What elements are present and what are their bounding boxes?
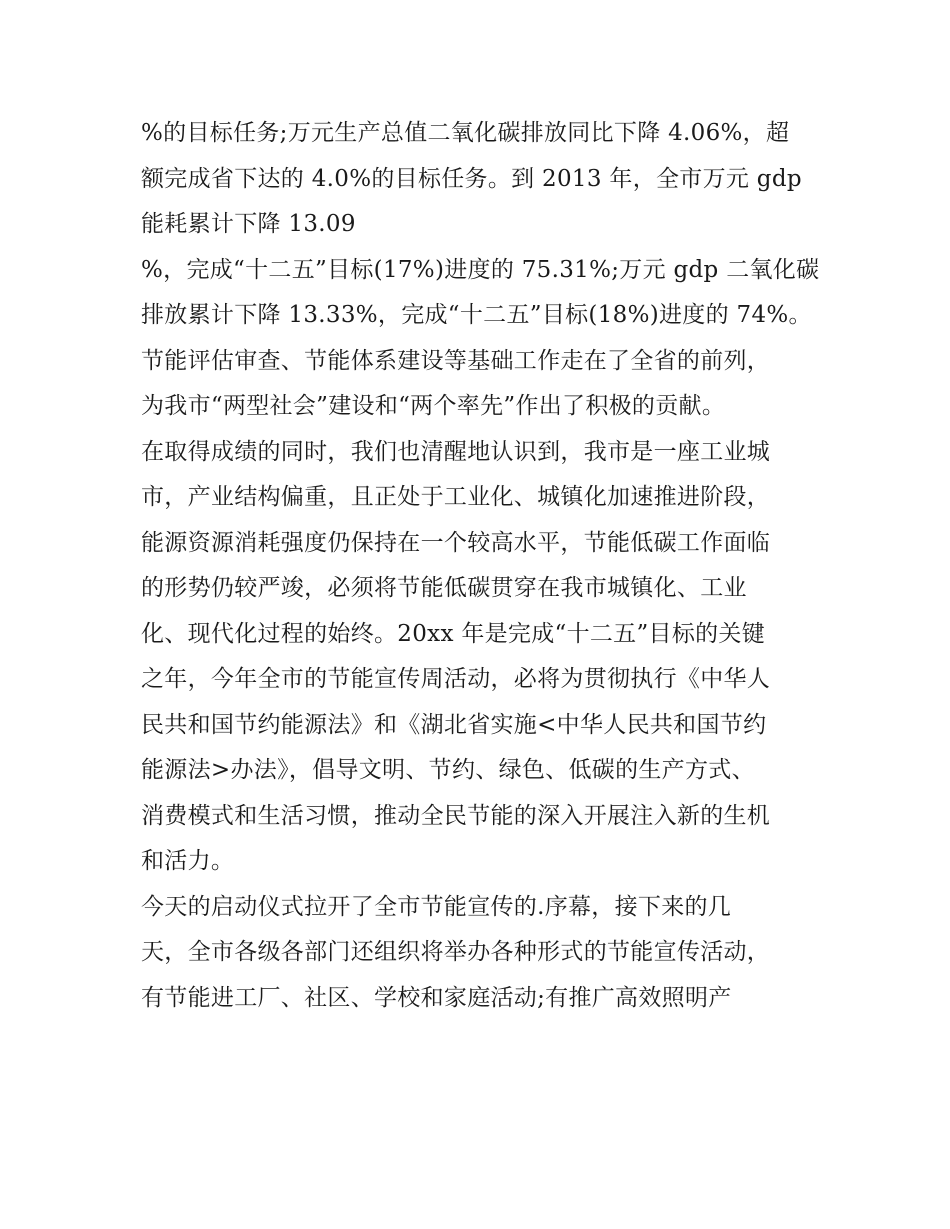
text-line: 化、现代化过程的始终。20xx 年是完成“十二五”目标的关键: [141, 620, 766, 647]
text-line: 节能评估审查、节能体系建设等基础工作走在了全省的前列，: [141, 347, 771, 374]
text-line: 能耗累计下降 13.09: [141, 211, 356, 237]
text-line: 在取得成绩的同时，我们也清醒地认识到，我市是一座工业城: [141, 438, 771, 465]
body-text: [141, 111, 841, 1021]
text-line: 额完成省下达的 4.0%的目标任务。到 2013 年，全市万元 gdp: [141, 165, 802, 192]
text-line: %，完成“十二五”目标(17%)进度的 75.31%;万元 gdp 二氧化碳: [141, 256, 820, 283]
text-line: 天，全市各级各部门还组织将举办各种形式的节能宣传活动，: [141, 939, 771, 965]
text-line: 市，产业结构偏重，且正处于工业化、城镇化加速推进阶段，: [141, 484, 771, 510]
text-line: 之年，今年全市的节能宣传周活动，必将为贯彻执行《中华人: [141, 666, 771, 692]
text-line: 的形势仍较严竣，必须将节能低碳贯穿在我市城镇化、工业: [141, 575, 747, 601]
text-line: 为我市“两型社会”建设和“两个率先”作出了积极的贡献。: [141, 393, 726, 419]
text-line: 有节能进工厂、社区、学校和家庭活动;有推广高效照明产: [141, 984, 732, 1011]
text-line: 排放累计下降 13.33%，完成“十二五”目标(18%)进度的 74%。: [141, 302, 812, 328]
text-line: 民共和国节约能源法》和《湖北省实施<中华人民共和国节约: [141, 711, 767, 738]
text-line: 消费模式和生活习惯，推动全民节能的深入开展注入新的生机: [141, 802, 771, 829]
text-line: %的目标任务;万元生产总值二氧化碳排放同比下降 4.06%，超: [141, 120, 790, 146]
text-line: 和活力。: [141, 848, 235, 874]
text-line: 今天的启动仪式拉开了全市节能宣传的.序幕，接下来的几: [141, 893, 732, 920]
text-line: 能源法>办法》，倡导文明、节约、绿色、低碳的生产方式、: [141, 757, 755, 783]
text-line: 能源资源消耗强度仍保持在一个较高水平，节能低碳工作面临: [141, 529, 771, 556]
